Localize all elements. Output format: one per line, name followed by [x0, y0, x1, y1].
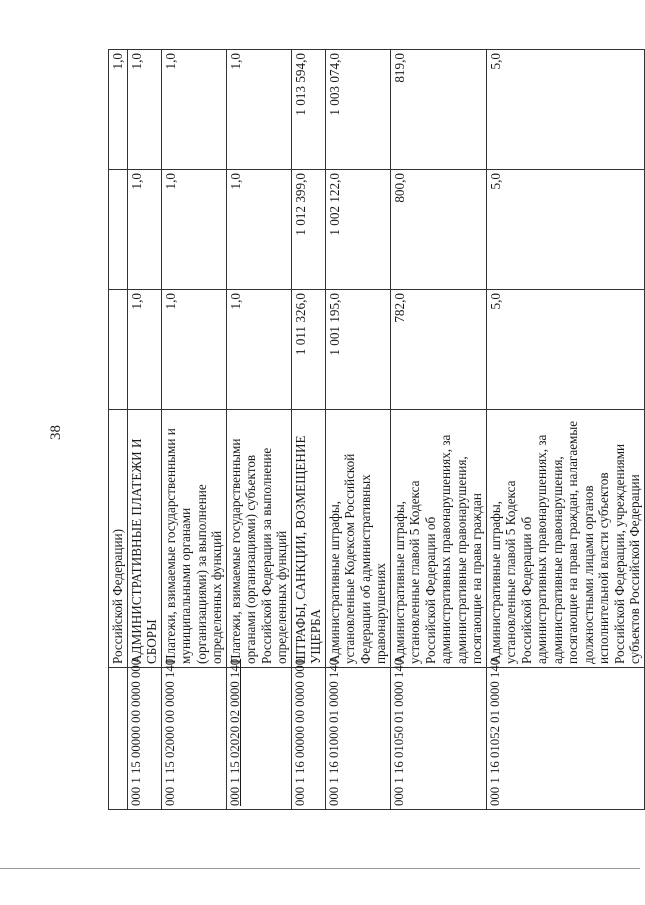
classification-code: 000 1 15 00000 00 0000 000: [127, 668, 161, 810]
value-year-1: 1,0: [127, 290, 161, 410]
value-year-3: 1 013 594,0: [291, 50, 325, 170]
table-row: [325, 50, 390, 810]
table-row: [127, 50, 161, 810]
table-row: [486, 50, 644, 810]
value-year-2: 1 012 399,0: [291, 170, 325, 290]
classification-code: 000 1 16 01050 01 0000 140: [390, 668, 486, 810]
revenue-name: Административные штрафы, установленные главой 5 Кодекса Российской Федерации об административных правонарушениях, за административные правонарушения, посягающие на права граждан: [390, 410, 486, 668]
value-year-2: 1,0: [161, 170, 226, 290]
value-year-1: 1,0: [226, 290, 291, 410]
classification-code: 000 1 15 02000 00 0000 140: [161, 668, 226, 810]
value-year-3: 1,0: [109, 50, 128, 170]
value-year-1: 1 011 326,0: [291, 290, 325, 410]
scan-edge-line: [0, 868, 640, 869]
value-year-2: 1 002 122,0: [325, 170, 390, 290]
value-year-1: 1,0: [161, 290, 226, 410]
classification-code: 000 1 16 01052 01 0000 140: [486, 668, 644, 810]
classification-code: 000 1 15 02020 02 0000 140: [226, 668, 291, 810]
value-year-3: 1,0: [226, 50, 291, 170]
value-year-1: 782,0: [390, 290, 486, 410]
revenue-name: Платежи, взимаемые государственными и муниципальными органами (организациями) за выполнение определенных функций: [161, 410, 226, 668]
value-year-1: [109, 290, 128, 410]
value-year-2: 800,0: [390, 170, 486, 290]
value-year-3: 1,0: [127, 50, 161, 170]
revenue-name: Платежи, взимаемые государственными органами (организациями) субъектов Российской Федерации за выполнение определенных функций: [226, 410, 291, 668]
value-year-3: 5,0: [486, 50, 644, 170]
revenue-name: Российской Федерации): [109, 410, 128, 668]
rotated-table-container: [108, 50, 645, 810]
revenue-name: Административные штрафы, установленные главой 5 Кодекса Российской Федерации об административных правонарушениях, за административные правонарушения, посягающие на права граждан, налагаемые должностными лицами органов исполнительной власти субъектов Российской Федерации, учреждениями субъектов Российской Федерации: [486, 410, 644, 668]
budget-revenue-table: [108, 49, 645, 810]
table-row: [161, 50, 226, 810]
page-number: 38: [48, 425, 64, 440]
value-year-1: 1 001 195,0: [325, 290, 390, 410]
table-row: [390, 50, 486, 810]
value-year-2: 5,0: [486, 170, 644, 290]
revenue-name: ШТРАФЫ, САНКЦИИ, ВОЗМЕЩЕНИЕ УЩЕРБА: [291, 410, 325, 668]
value-year-3: 819,0: [390, 50, 486, 170]
value-year-3: 1,0: [161, 50, 226, 170]
classification-code: [109, 668, 128, 810]
table-row: [109, 50, 128, 810]
revenue-name: Административные штрафы, установленные Кодексом Российской Федерации об административных правонарушениях: [325, 410, 390, 668]
value-year-2: 1,0: [226, 170, 291, 290]
classification-code: 000 1 16 01000 01 0000 140: [325, 668, 390, 810]
value-year-3: 1 003 074,0: [325, 50, 390, 170]
table-row: [226, 50, 291, 810]
classification-code: 000 1 16 00000 00 0000 000: [291, 668, 325, 810]
table-row: [291, 50, 325, 810]
value-year-2: 1,0: [127, 170, 161, 290]
revenue-name: АДМИНИСТРАТИВНЫЕ ПЛАТЕЖИ И СБОРЫ: [127, 410, 161, 668]
value-year-2: [109, 170, 128, 290]
value-year-1: 5,0: [486, 290, 644, 410]
